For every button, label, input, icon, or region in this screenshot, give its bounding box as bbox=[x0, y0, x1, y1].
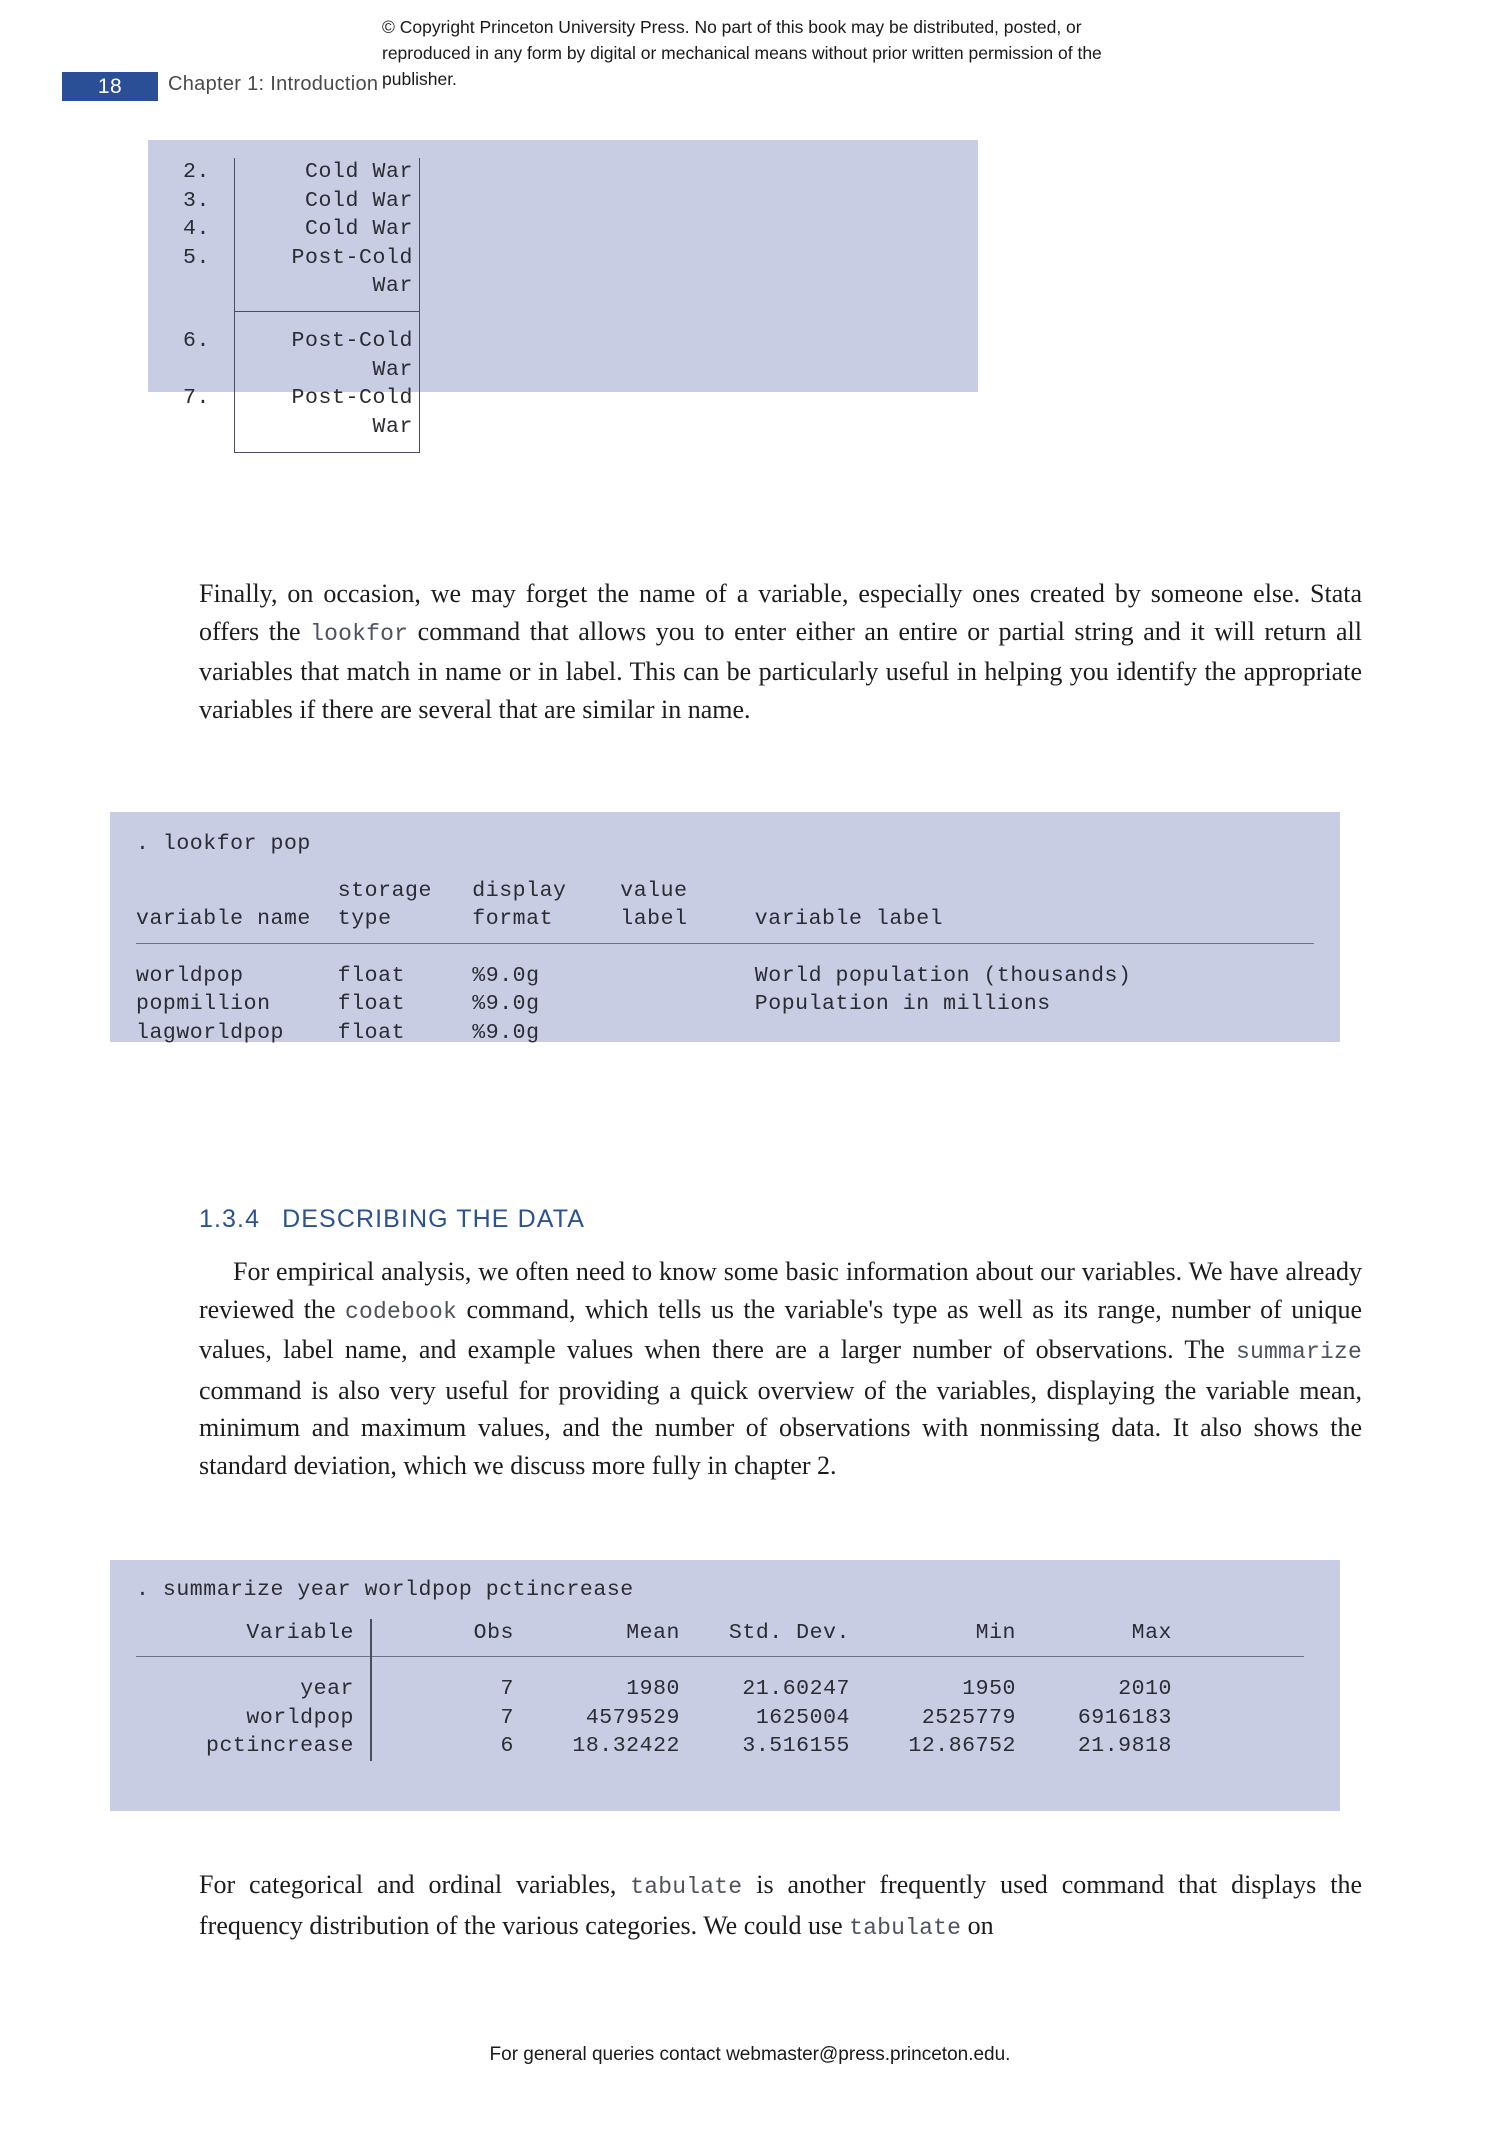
cell-variable: year bbox=[300, 1677, 354, 1701]
row-value: Post-Cold War bbox=[234, 244, 420, 301]
row-value: Cold War bbox=[234, 187, 420, 216]
cell-max: 6916183 bbox=[1077, 1705, 1172, 1730]
table-bottom-border bbox=[234, 441, 420, 453]
cell-std-dev: 3.516155 bbox=[742, 1734, 850, 1758]
cell-variable: pctincrease bbox=[206, 1734, 354, 1758]
lookfor-row: lagworldpop float %9.0g bbox=[136, 1020, 540, 1045]
cell-min: 2525779 bbox=[921, 1705, 1016, 1730]
paragraph-lookfor-intro bbox=[199, 575, 1362, 728]
summarize-output-block bbox=[110, 1560, 1340, 1811]
row-number: 4. bbox=[182, 217, 210, 242]
cell-min: 1950 bbox=[962, 1677, 1016, 1701]
table-divider bbox=[136, 1656, 1304, 1657]
row-number: 7. bbox=[182, 386, 210, 411]
row-value: Post-Cold War bbox=[234, 384, 420, 441]
inline-command-tabulate: tabulate bbox=[849, 1914, 962, 1941]
column-header-mean: Mean bbox=[626, 1620, 680, 1645]
spacer bbox=[110, 859, 1340, 877]
table-row bbox=[148, 150, 978, 187]
table-row bbox=[148, 187, 978, 216]
cell-obs: 6 bbox=[500, 1734, 514, 1758]
summarize-table bbox=[110, 1619, 1340, 1761]
table-row bbox=[148, 384, 978, 441]
cell-std-dev: 1625004 bbox=[755, 1705, 850, 1730]
paragraph-text: is another frequently used command that displays the frequency distribution of the various categories. We could use bbox=[199, 1870, 1362, 1940]
paragraph-tabulate-intro bbox=[199, 1866, 1362, 1947]
table-row bbox=[148, 244, 978, 301]
cell-max: 2010 bbox=[1118, 1677, 1172, 1701]
table-row bbox=[148, 327, 978, 384]
row-value: Post-Cold War bbox=[234, 327, 420, 384]
inline-command-summarize: summarize bbox=[1235, 1339, 1362, 1365]
column-header-std-dev: Std. Dev. bbox=[728, 1620, 850, 1645]
stata-command-lookfor: . lookfor pop bbox=[136, 832, 311, 856]
row-value: Cold War bbox=[234, 158, 420, 187]
paragraph-text: For categorical and ordinal variables, bbox=[199, 1870, 631, 1899]
paragraph-text: command that allows you to enter either an entire or partial string and it will return all variables that match in name or in label. This can be particularly useful in helping you identify the appropriate variables if there are several that are similar in name. bbox=[199, 616, 1362, 724]
paragraph-text: For empirical analysis, we often need to know some basic information about our variables. We have already reviewed the bbox=[199, 1257, 1362, 1324]
row-number: 5. bbox=[182, 245, 210, 270]
section-heading bbox=[199, 1205, 585, 1234]
column-header-variable: Variable bbox=[246, 1620, 354, 1645]
lookfor-header-line-1: storage display value bbox=[136, 878, 688, 903]
lookfor-header-line-2: variable name type format label variable label bbox=[136, 907, 944, 931]
row-number: 3. bbox=[182, 188, 210, 213]
cell-max: 21.9818 bbox=[1077, 1734, 1172, 1758]
column-header-obs: Obs bbox=[473, 1620, 514, 1645]
table-row bbox=[110, 1675, 1340, 1704]
table-vertical-divider bbox=[370, 1619, 372, 1761]
cell-min: 12.86752 bbox=[908, 1734, 1016, 1758]
page-number-badge: 18 bbox=[62, 72, 158, 101]
row-number: 6. bbox=[182, 328, 210, 353]
paragraph-text: Finally, on occasion, we may forget the name of a variable, especially ones created by someone else. Stata offers the bbox=[199, 579, 1362, 646]
table-row bbox=[110, 1732, 1340, 1761]
lookfor-row: worldpop float %9.0g World population (thousands) bbox=[136, 963, 1132, 988]
row-value: Cold War bbox=[234, 215, 420, 244]
footer-contact-note: For general queries contact webmaster@press.princeton.edu. bbox=[489, 2044, 1011, 2065]
cell-std-dev: 21.60247 bbox=[742, 1677, 850, 1701]
column-header-max: Max bbox=[1131, 1620, 1172, 1645]
paragraph-text: command is also very useful for providing a quick overview of the variables, displaying the variable mean, minimum and maximum values, and the number of observations with nonmissing data. It also shows the standard deviation, which we discuss more fully in chapter 2. bbox=[199, 1375, 1362, 1480]
running-head-chapter: Chapter 1: Introduction bbox=[168, 73, 379, 95]
stata-command-summarize: . summarize year worldpop pctincrease bbox=[136, 1578, 634, 1602]
table-divider bbox=[234, 311, 420, 327]
table-header-row bbox=[110, 1619, 1340, 1648]
cell-mean: 4579529 bbox=[585, 1705, 680, 1730]
table-spacer bbox=[234, 301, 420, 311]
lookfor-output-block bbox=[110, 812, 1340, 1045]
paragraph-describing-data bbox=[199, 1253, 1362, 1484]
cell-variable: worldpop bbox=[246, 1705, 354, 1730]
coldwar-listing-block bbox=[148, 140, 978, 439]
cell-obs: 7 bbox=[500, 1705, 514, 1730]
inline-command-tabulate: tabulate bbox=[630, 1874, 743, 1900]
row-number: 2. bbox=[182, 160, 210, 184]
section-title: DESCRIBING THE DATA bbox=[282, 1205, 585, 1233]
lookfor-row: popmillion float %9.0g Population in millions bbox=[136, 992, 1051, 1016]
column-header-min: Min bbox=[975, 1620, 1016, 1645]
table-row bbox=[148, 215, 978, 244]
copyright-notice: © Copyright Princeton University Press. No part of this book may be distributed, posted, or reproduced in any form by digital or mechanical means without prior written permission of the publisher. bbox=[382, 17, 1102, 89]
coldwar-listing-table bbox=[148, 140, 978, 453]
paragraph-text: command, which tells us the variable's type as well as its range, number of unique values, label name, and example values when there are a larger number of observations. The bbox=[199, 1294, 1362, 1364]
inline-command-codebook: codebook bbox=[345, 1298, 458, 1325]
cell-mean: 18.32422 bbox=[572, 1734, 680, 1758]
inline-command-lookfor: lookfor bbox=[310, 620, 409, 647]
table-row bbox=[110, 1704, 1340, 1733]
cell-mean: 1980 bbox=[626, 1677, 680, 1701]
section-number: 1.3.4 bbox=[199, 1205, 261, 1233]
cell-obs: 7 bbox=[500, 1677, 514, 1701]
spacer bbox=[110, 944, 1340, 962]
paragraph-text: on bbox=[961, 1910, 994, 1940]
